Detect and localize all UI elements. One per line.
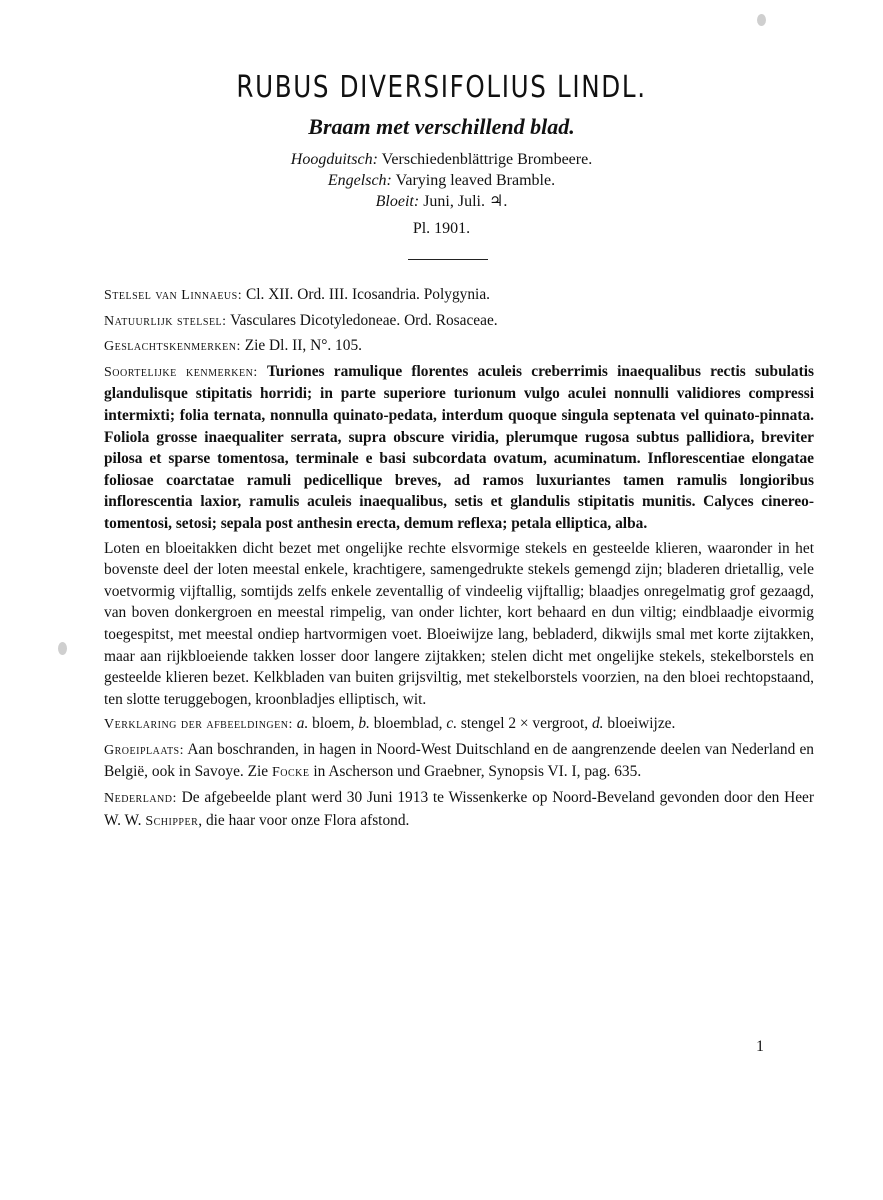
page-number: 1 — [756, 1038, 764, 1055]
plate-number: Pl. 1901. — [412, 220, 471, 237]
divider-rule — [408, 259, 488, 260]
habitat-author: Focke — [271, 765, 310, 781]
figure-explanation-line — [104, 713, 814, 736]
netherlands-paragraph — [104, 787, 814, 832]
species-label: Soortelijke kenmerken: — [104, 364, 258, 380]
linnaeus-value: Cl. XII. Ord. III. Icosandria. Polygynia. — [245, 286, 491, 303]
natural-system-line — [104, 310, 814, 333]
netherlands-label: Nederland: — [104, 791, 177, 807]
linnaeus-system-line — [104, 284, 814, 307]
linnaeus-label: Stelsel van Linnaeus: — [104, 288, 243, 303]
figure-d-letter: d. — [591, 715, 604, 733]
genus-value: Zie Dl. II, N°. 105. — [244, 337, 362, 355]
netherlands-person: Schipper — [145, 813, 199, 829]
habitat-text-before: Aan boschranden, in hagen in Noord-West Duitschland en de aangrenzende deelen van Nederland en België, ook in Savoye. Zie — [104, 740, 815, 781]
habitat-label: Groeiplaats: — [104, 742, 185, 758]
netherlands-text-before: De afgebeelde plant werd 30 Juni 1913 te Wissenkerke op Noord-Beveland gevonden door den Heer W. W. — [104, 789, 814, 829]
dutch-subtitle: Braam met verschillend blad. — [308, 114, 575, 139]
figure-c-text: stengel 2 × vergroot, — [457, 715, 592, 733]
bloom-value: Juni, Juli. ♃. — [423, 193, 508, 210]
habitat-text-after: in Ascherson und Graebner, Synopsis VI. I, pag. 635. — [309, 763, 642, 781]
paper-speck — [58, 642, 67, 655]
german-name: Verschiedenblättrige Brombeere. — [381, 151, 593, 168]
explanation-label: Verklaring der afbeeldingen: — [104, 717, 293, 733]
genus-label: Geslachtskenmerken: — [104, 339, 241, 355]
species-dutch-paragraph — [104, 538, 814, 711]
figure-a-text: bloem, — [308, 715, 359, 733]
natural-system-value: Vasculares Dicotyledoneae. Ord. Rosaceae. — [230, 311, 498, 329]
figure-b-letter: b. — [358, 715, 370, 733]
common-names-block — [0, 149, 883, 212]
english-label: Engelsch: — [327, 172, 392, 189]
english-name: Varying leaved Bramble. — [395, 172, 556, 189]
figure-a-letter: a. — [296, 715, 309, 733]
bloom-label: Bloeit: — [375, 193, 420, 210]
figure-c-letter: c. — [446, 715, 458, 733]
genus-characters-line — [104, 335, 814, 358]
figure-d-text: bloeiwijze. — [603, 715, 676, 733]
english-name-line — [0, 170, 883, 191]
natural-system-label: Natuurlijk stelsel: — [104, 313, 227, 329]
habitat-paragraph — [104, 739, 814, 784]
german-name-line — [0, 149, 883, 170]
bloom-line — [0, 191, 883, 212]
german-label: Hoogduitsch: — [290, 151, 378, 168]
paper-speck — [757, 14, 766, 26]
figure-b-text: bloemblad, — [369, 715, 447, 733]
species-latin-text: Turiones ramulique florentes aculeis creberrimis inaequalibus rectis subulatis glandulisque stipitatis horridi; in parte superiore turionum vulgo aculei nonnulli validiores compressi intermixti; folia ternata, nonnulla quinato-pedata, interdum quoque singula septenata vel quinato-pinnata. Foliola grosse inaequaliter serrata, supra obscure viridia, plerumque rugosa subtus pallidiora, breviter pilosa et sparse tomentosa, terminale e basi subcordata ovatum, acuminatum. Inflorescentiae elongatae foliosae coarctatae ramuli pedicellique breves, ad ramos luxuriantes tamen ramulis longioribus inflorescentia laxior, ramulis aculeis inaequalibus, setis et glandulis stipitatis munitis. Calyces cinereo-tomentosi, setosi; sepala post anthesin erecta, demum reflexa; petala elliptica, alba. — [104, 362, 814, 532]
species-dutch-text: Loten en bloeitakken dicht bezet met ongelijke rechte elsvormige stekels en gesteelde klieren, waaronder in het bovenste deel der loten meestal enkele, krachtigere, samengedrukte stekels gemengd zijn; bladeren drietallig, vele voetvormig vijftallig, somtijds zelfs enkele zeventallig of vindeelig vijftallig; blaadjes onregelmatig grof gezaagd, van boven donkergroen en meestal rimpelig, van onder lichter, kort behaard en dun viltig; eindblaadje eivormig toegespitst, met meestal ondiep hartvormigen voet. Bloeiwijze lang, bebladerd, dikwijls smal met korte zijtakken, maar aan rijkbloeiende takken losser door langere zijtakken; stelen dicht met ongelijke stekels, stekelborstels en gesteelde klieren bezet. Kelkbladen van buiten grijsviltig, met stekelborstels voorzien, na den bloei rechtopstaand, ten slotte teruggebogen, kroonbladjes elliptisch, wit. — [104, 539, 814, 708]
netherlands-text-after: , die haar voor onze Flora afstond. — [198, 811, 410, 829]
description-body — [104, 284, 814, 835]
page-title: RUBUS DIVERSIFOLIUS LINDL. — [236, 70, 647, 105]
species-latin-paragraph — [104, 361, 814, 535]
